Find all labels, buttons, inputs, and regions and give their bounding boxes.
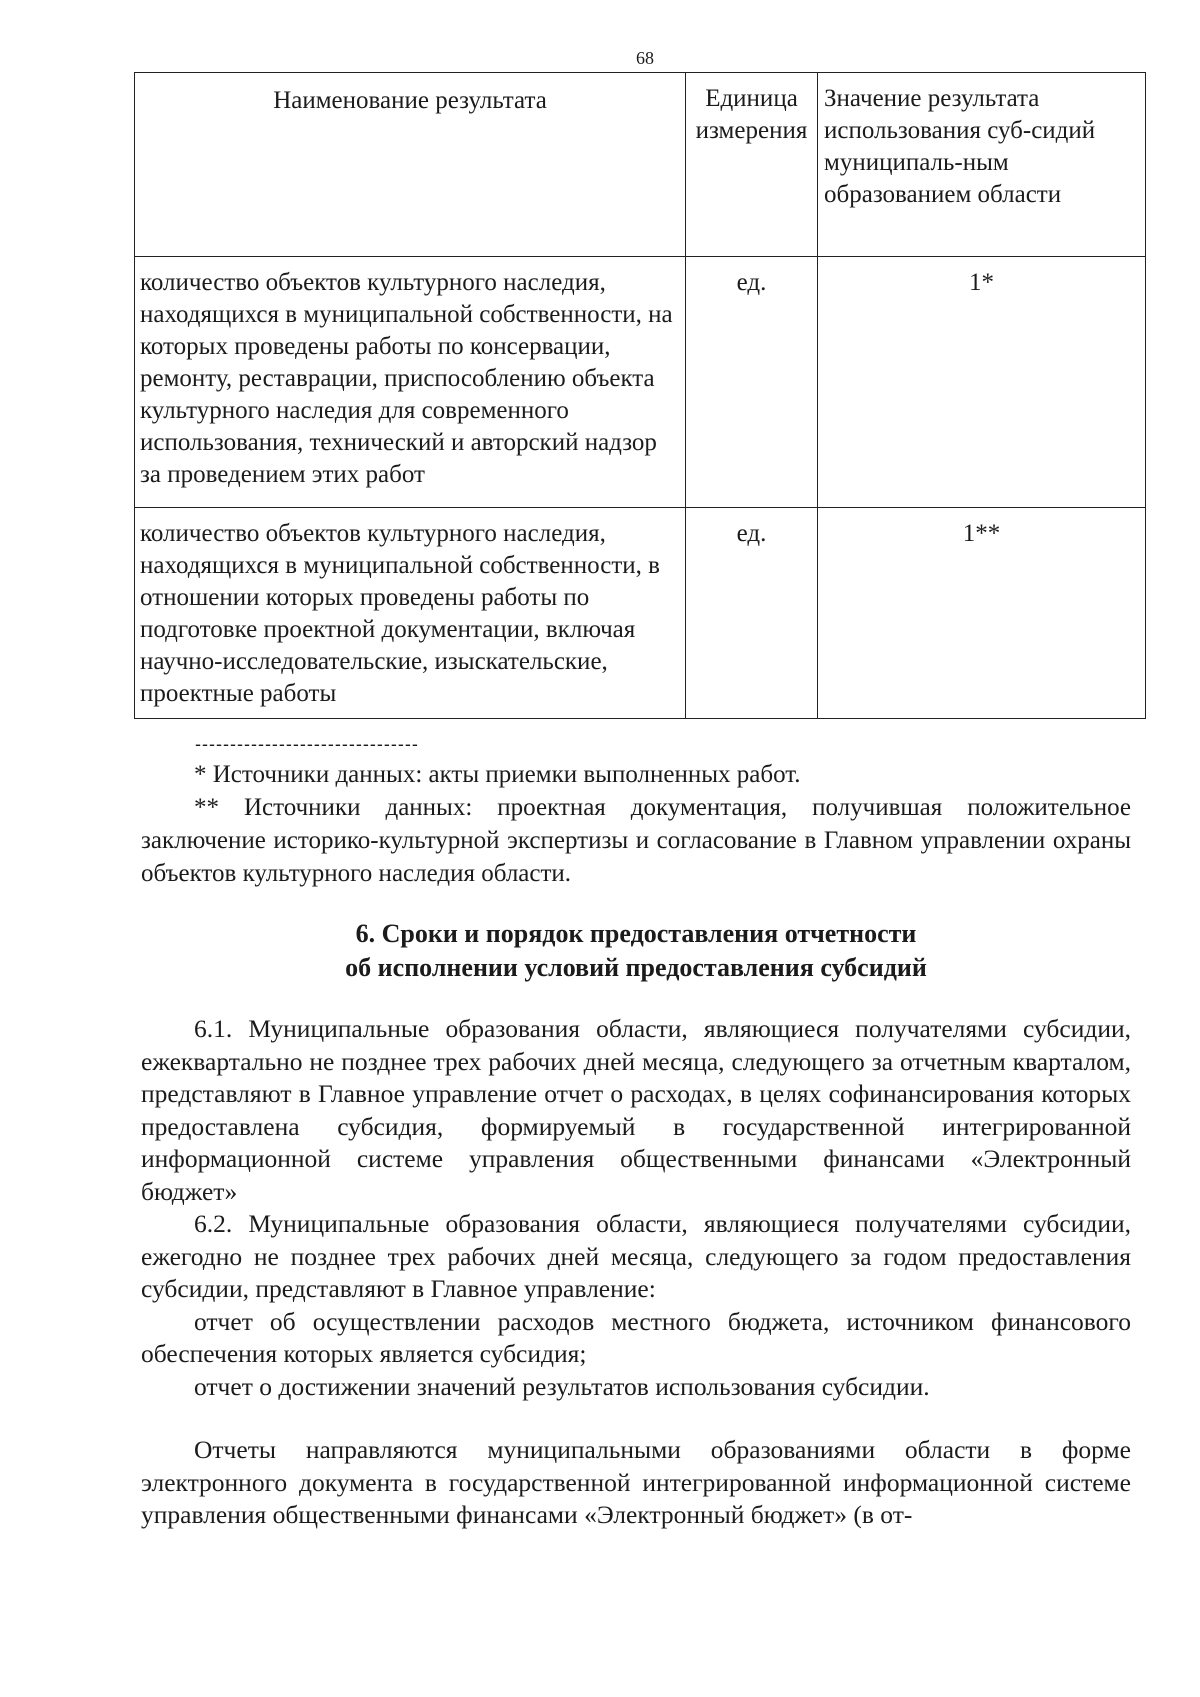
page-number: 68	[636, 48, 654, 68]
paragraph-report-results: отчет о достижении значений результатов использования субсидии.	[194, 1371, 930, 1401]
section-body	[141, 1013, 1131, 1532]
section-title-line-1: 6. Сроки и порядок предоставления отчетности	[355, 919, 917, 948]
header-result-name: Наименование результата	[135, 73, 686, 257]
footnote-double-star: ** Источники данных: проектная документация, получившая положительное заключение историко-культурной экспертизы и согласование в Главном управлении охраны объектов культурного наследия области.	[141, 794, 1131, 887]
footnotes	[141, 758, 1131, 890]
paragraph-6-1: 6.1. Муниципальные образования области, являющиеся получателями субсидии, ежеквартально не позднее трех рабочих дней месяца, следующего за отчетным кварталом, представляют в Главное управление отчет о расходах, в целях софинансирования которых предоставлена субсидия, формируемый в государственной интегрированной информационной системе управления общественными финансами «Электронный бюджет»	[141, 1014, 1131, 1206]
results-table	[134, 72, 1146, 719]
footnote-single-star: * Источники данных: акты приемки выполненных работ.	[194, 761, 801, 788]
footnote-separator: --------------------------------	[195, 734, 419, 754]
row-unit: ед.	[686, 257, 818, 508]
table-row	[135, 257, 1146, 508]
section-title-line-2: об исполнении условий предоставления субсидий	[345, 953, 927, 982]
row-result-name: количество объектов культурного наследия, находящихся в муниципальной собственности, в отношении которых проведены работы по подготовке проектной документации, включая научно-исследовательские, изыскательские, проектные работы	[135, 508, 686, 719]
paragraph-report-expenses: отчет об осуществлении расходов местного бюджета, источником финансового обеспечения которых является субсидия;	[141, 1306, 1131, 1368]
table-header-row	[135, 73, 1146, 257]
row-result-value: 1**	[818, 508, 1146, 719]
paragraph-6-2: 6.2. Муниципальные образования области, являющиеся получателями субсидии, ежегодно не позднее трех рабочих дней месяца, следующего за годом предоставления субсидии, представляют в Главное управление:	[141, 1209, 1131, 1303]
section-title	[141, 917, 1131, 985]
row-result-name: количество объектов культурного наследия, находящихся в муниципальной собственности, на которых проведены работы по консервации, ремонту, реставрации, приспособлению объекта культурного наследия для современного использования, технический и авторский надзор за проведением этих работ	[135, 257, 686, 508]
row-unit: ед.	[686, 508, 818, 719]
paragraph-reports-sent: Отчеты направляются муниципальными образованиями области в форме электронного документа в государственной интегрированной информационной системе управления общественными финансами «Электронный бюджет» (в от-	[141, 1435, 1131, 1529]
header-unit: Единица измерения	[686, 73, 818, 257]
table-row	[135, 508, 1146, 719]
row-result-value: 1*	[818, 257, 1146, 508]
header-result-value: Значение результата использования суб-сидий муниципаль-ным образованием области	[818, 73, 1146, 257]
